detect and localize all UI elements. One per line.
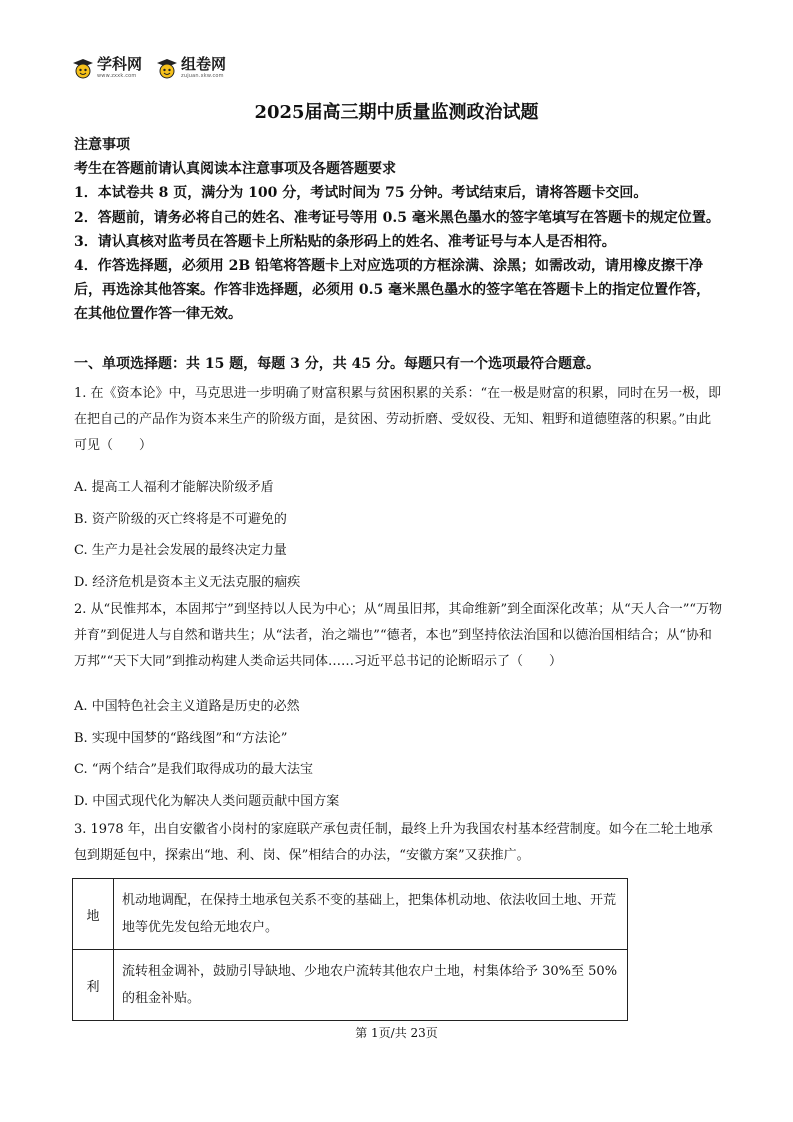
table-key: 利 bbox=[73, 950, 114, 1021]
q2-option-d[interactable]: D. 中国式现代化为解决人类问题贡献中国方案 bbox=[74, 794, 340, 809]
table-row bbox=[73, 950, 628, 1021]
q3-table bbox=[72, 878, 628, 1021]
notice-section bbox=[74, 133, 724, 327]
table-value: 流转租金调补，鼓励引导缺地、少地农户流转其他农户土地，村集体给予 30%至 50%的租金补贴。 bbox=[114, 950, 628, 1021]
logo-name: 学科网 bbox=[97, 55, 143, 73]
question-2-stem bbox=[74, 597, 724, 675]
q1-option-c[interactable]: C. 生产力是社会发展的最终决定力量 bbox=[74, 543, 287, 558]
q2-option-b[interactable]: B. 实现中国梦的“路线图”和“方法论” bbox=[74, 731, 288, 746]
table-key: 地 bbox=[73, 879, 114, 950]
question-3-stem bbox=[74, 817, 724, 869]
q2-option-c[interactable]: C. “两个结合”是我们取得成功的最大法宝 bbox=[74, 762, 314, 777]
question-text: 1. 在《资本论》中，马克思进一步明确了财富积累与贫困积累的关系：“在一极是财富的积累，同时在另一极，即在把自己的产品作为资本来生产的阶级方面，是贫困、劳动折磨、受奴役、无知、粗野和道德堕落的积累。”由此可见（ ） bbox=[74, 386, 722, 453]
notice-intro: 考生在答题前请认真阅读本注意事项及各题答题要求 bbox=[74, 161, 396, 178]
section-heading: 一、单项选择题：共 15 题，每题 3 分，共 45 分。每题只有一个选项最符合题意。 bbox=[74, 356, 600, 372]
notice-heading: 注意事项 bbox=[74, 137, 130, 153]
mascot-icon bbox=[156, 57, 178, 79]
notice-item: 3．请认真核对监考员在答题卡上所粘贴的条形码上的姓名、准考证号与本人是否相符。 bbox=[74, 233, 616, 250]
logo-name: 组卷网 bbox=[181, 55, 227, 73]
logo-xuekewang[interactable] bbox=[72, 57, 142, 79]
notice-item: 4．作答选择题，必须用 2B 铅笔将答题卡上对应选项的方框涂满、涂黑；如需改动，请用橡皮擦干净后，再选涂其他答案。作答非选择题，必须用 0.5 毫米黑色墨水的签字笔在答题卡上的指定位置作答，在其他位置作答一律无效。 bbox=[74, 258, 711, 323]
table-row bbox=[73, 879, 628, 950]
page-footer: 第 1页/共 23页 bbox=[355, 1026, 438, 1040]
mascot-icon bbox=[72, 57, 94, 79]
question-1-stem bbox=[74, 381, 724, 459]
q1-option-b[interactable]: B. 资产阶级的灭亡终将是不可避免的 bbox=[74, 512, 287, 527]
notice-item: 1．本试卷共 8 页，满分为 100 分，考试时间为 75 分钟。考试结束后，请将答题卡交回。 bbox=[74, 185, 648, 202]
table-value: 机动地调配，在保持土地承包关系不变的基础上，把集体机动地、依法收回土地、开荒地等优先发包给无地农户。 bbox=[114, 879, 628, 950]
question-text: 3. 1978 年，出自安徽省小岗村的家庭联产承包责任制，最终上升为我国农村基本经营制度。如今在二轮土地承包到期延包中，探索出“地、利、岗、保”相结合的办法，“安徽方案”又获推广。 bbox=[74, 822, 713, 863]
q1-option-d[interactable]: D. 经济危机是资本主义无法克服的痼疾 bbox=[74, 575, 301, 590]
q1-option-a[interactable]: A. 提高工人福利才能解决阶级矛盾 bbox=[74, 480, 274, 495]
q2-option-a[interactable]: A. 中国特色社会主义道路是历史的必然 bbox=[74, 699, 300, 714]
logo-url: zujuan.xkw.com bbox=[181, 73, 224, 79]
header-logos bbox=[72, 57, 226, 79]
notice-item: 2．答题前，请务必将自己的姓名、准考证号等用 0.5 毫米黑色墨水的签字笔填写在答题卡的规定位置。 bbox=[74, 209, 720, 226]
logo-url: www.zxxk.com bbox=[97, 73, 137, 79]
page-title: 2025届高三期中质量监测政治试题 bbox=[254, 102, 539, 123]
logo-zujuanwang[interactable] bbox=[156, 57, 226, 79]
question-text: 2. 从“民惟邦本，本固邦宁”到坚持以人民为中心；从“周虽旧邦，其命维新”到全面深化改革；从“天人合一”“万物并育”到促进人与自然和谐共生；从“法者，治之端也”“德者，本也”到坚持依法治国和以德治国相结合；从“协和万邦”“天下大同”到推动构建人类命运共同体……习近平总书记的论断昭示了（ ） bbox=[74, 602, 723, 669]
